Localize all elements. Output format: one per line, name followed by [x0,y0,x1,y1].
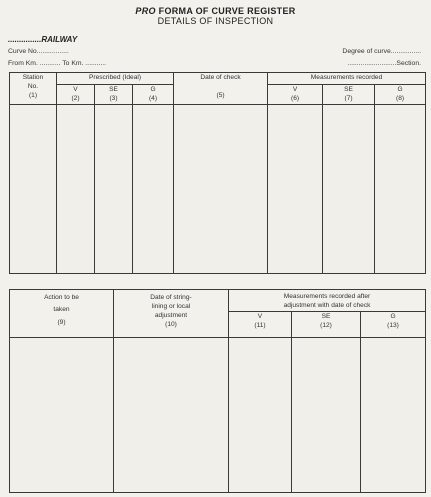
railway-field: ...............RAILWAY [8,35,78,44]
from-to-km-field: From Km. ........... To Km. ........... [8,60,107,67]
col10-label: (10) [165,321,177,328]
action-label-2: taken [53,306,70,313]
no-label: No. [27,83,39,90]
col2-label: (2) [57,94,95,104]
measured-v-header: V [268,85,323,95]
measured-g-header: G [375,85,426,95]
stringlining-date-cell[interactable] [114,338,229,493]
station-cell[interactable] [10,104,57,274]
measured-se-header: SE [323,85,375,95]
stringlining-date-header [114,290,229,338]
inspection-table-top [9,72,426,274]
col3-label: (3) [95,94,133,104]
prescribed-v-header: V [57,85,95,95]
date-label-2: lining or local [151,303,191,310]
inspection-table-bottom [9,289,426,493]
section-field: ..........................Section. [347,60,421,67]
measured-v-cell[interactable] [268,104,323,274]
table2-blank-row [10,338,426,493]
action-cell[interactable] [10,338,114,493]
date-label-3: adjustment [154,312,188,319]
col13-label: (13) [387,322,399,329]
after-v-cell[interactable] [229,338,292,493]
date-of-check-label: Date of check [200,74,241,81]
col1-label: (1) [28,92,38,99]
measured-se-cell[interactable] [323,104,375,274]
prescribed-se-header: SE [95,85,133,95]
title-rest: FORMA OF CURVE REGISTER [158,6,296,16]
meas-label-1: Measurements recorded after [283,293,371,300]
measured-g-cell[interactable] [375,104,426,274]
action-header [10,290,114,338]
measurements-header: Measurements recorded [268,73,426,85]
col7-label: (7) [323,94,375,104]
after-se-header [292,312,361,338]
prescribed-g-cell[interactable] [133,104,174,274]
date-of-check-cell[interactable] [174,104,268,274]
degree-of-curve-field: Degree of curve................ [342,48,421,55]
table1-blank-row [10,104,426,274]
after-se-label: SE [321,313,331,320]
after-g-cell[interactable] [361,338,426,493]
prescribed-se-cell[interactable] [95,104,133,274]
date-of-check-header [174,73,268,105]
meas-label-2: adjustment with date of check [283,302,371,309]
after-g-header [361,312,426,338]
prescribed-g-header: G [133,85,174,95]
col9-label: (9) [57,319,66,326]
title-prefix: PRO [135,6,156,16]
after-adjustment-header [229,290,426,312]
col6-label: (6) [268,94,323,104]
col5-label: (5) [216,92,225,99]
form-title [0,6,431,16]
col11-label: (11) [254,322,266,329]
form-subtitle: DETAILS OF INSPECTION [157,16,274,26]
col4-label: (4) [133,94,174,104]
after-g-label: G [390,313,396,320]
prescribed-header: Prescribed (Ideal) [57,73,174,85]
col12-label: (12) [320,322,332,329]
prescribed-v-cell[interactable] [57,104,95,274]
curve-no-field: Curve No................. [8,48,69,55]
col8-label: (8) [375,94,426,104]
date-label-1: Date of string- [150,294,192,301]
after-se-cell[interactable] [292,338,361,493]
after-v-header [229,312,292,338]
action-label-1: Action to be [44,294,79,301]
after-v-label: V [257,313,263,320]
station-label: Station [22,74,44,81]
station-no-header [10,73,57,105]
